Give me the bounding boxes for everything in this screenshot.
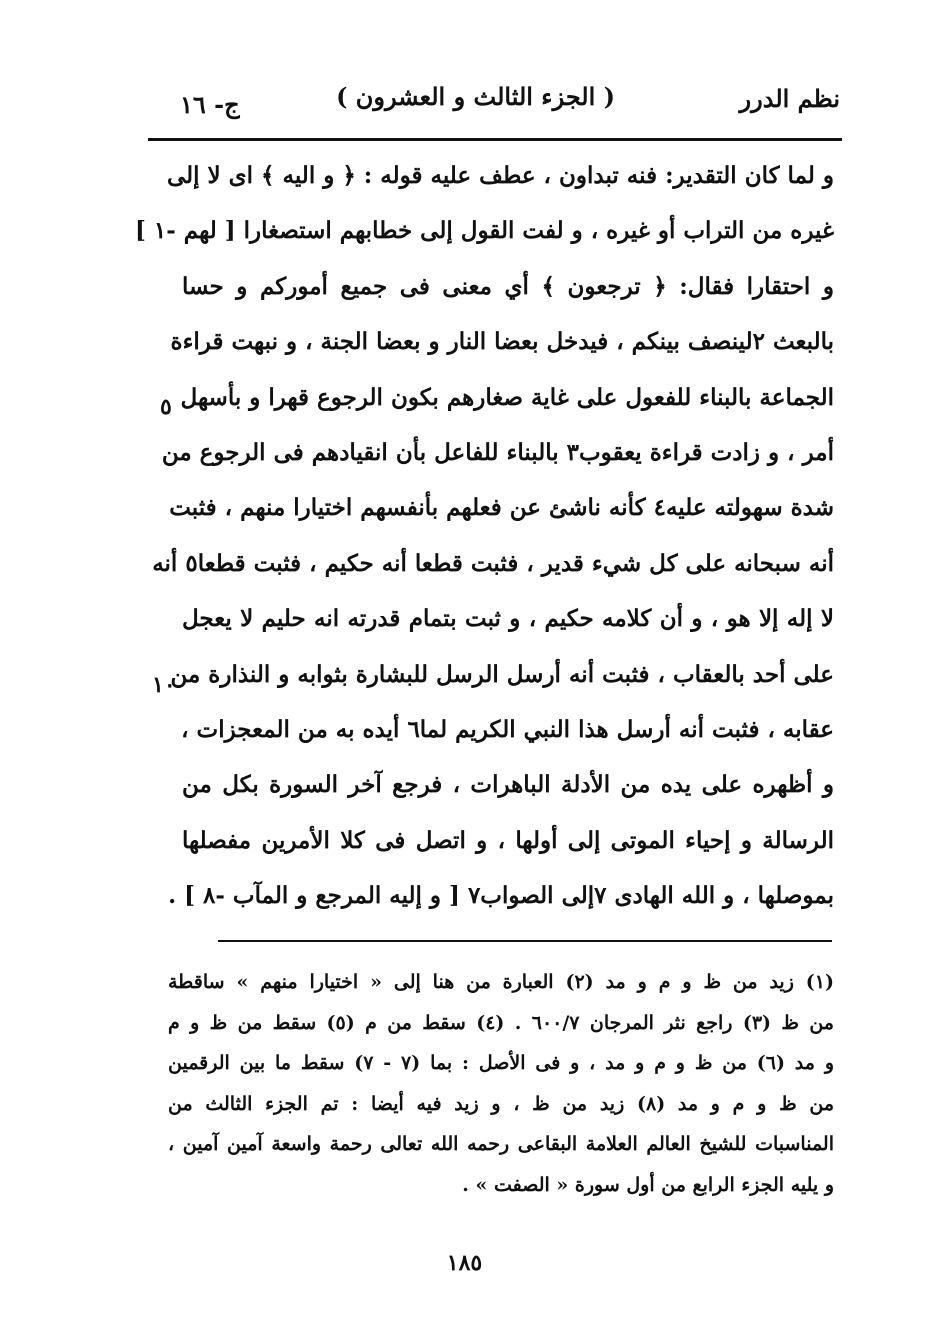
text-line: عقابه ، فثبت أنه أرسل هذا النبي الكريم لما٦ أيده به من المعجزات ، [181, 715, 834, 743]
text-line: غيره من التراب أو غيره ، و لفت القول إلى خطابهم استصغارا [ لهم -١ ] [134, 217, 834, 245]
text-line: و أظهره على يده من الأدلة الباهرات ، فرجع آخر السورة بكل من [182, 771, 834, 799]
footnote-line: (١) زيد من ظ و م و مد (٢) العبارة من هنا إلى « اختيارا منهم » ساقطة [168, 971, 835, 993]
text-line: شدة سهولته عليه٤ كأنه ناشئ عن فعلهم بأنفسهم اختيارا منهم ، فثبت [169, 494, 834, 522]
text-line: الجماعة بالبناء للفعول على غاية صغارهم بكون الرجوع قهرا و بأسهل [180, 383, 834, 411]
footnotes [168, 962, 834, 1205]
text-line: بالبعث ٢لينصف بينكم ، فيدخل بعضا النار و بعضا الجنة ، و نبهت قراءة [170, 328, 834, 356]
footnote-line: من ظ و م و مد (٨) زيد من ظ ، و زيد فيه أيضا : تم الجزء الثالث من [168, 1092, 834, 1115]
text-line: الرسالة و إحياء الموتى إلى أولها ، و اتصل فى كلا الأمرين مفصلها [182, 826, 834, 854]
line-number-5: ٥ [160, 394, 172, 420]
page-reference: ج- ١٦ [180, 90, 240, 119]
text-line: بموصلها ، و الله الهادى ٧إلى الصواب٧ [ و إليه المرجع و المآب -٨ ] . [168, 882, 834, 910]
book-title: نظم الدرر [739, 84, 840, 113]
text-line: على أحد بالعقاب ، فثبت أنه أرسل الرسل للبشارة بثوابه و النذارة من [170, 660, 834, 688]
page-number: ١٨٥ [446, 1250, 483, 1276]
running-header [150, 70, 840, 130]
text-line: و احتقارا فقال: ﴿ ترجعون ﴾ أي معنى فى جميع أموركم و حسا [182, 272, 834, 300]
footnote-separator [218, 940, 832, 942]
footnote-line: و مد (٦) من ظ و م و مد ، و فى الأصل : بما (٧ - ٧) سقط ما بين الرقمين [168, 1052, 834, 1074]
part-title: ( الجزء الثالث و العشرون ) [336, 82, 615, 111]
text-line: لا إله إلا هو ، و أن كلامه حكيم ، و ثبت بتمام قدرته انه حليم لا يعجل [182, 605, 834, 633]
line-number-10: ١٠ [152, 672, 176, 698]
footnote-line: من ظ (٣) راجع نثر المرجان ٦٠٠/٧ . (٤) سقط من م (٥) سقط من ظ و م [168, 1011, 834, 1034]
text-line: أنه سبحانه على كل شيء قدير ، فثبت قطعا أنه حكيم ، فثبت قطعا٥ أنه [152, 549, 834, 577]
text-line: أمر ، و زادت قراءة يعقوب٣ بالبناء للفاعل بأن انقيادهم فى الرجوع من [161, 438, 834, 466]
footnote-line: المناسبات للشيخ العالم العلامة البقاعى رحمه الله تعالى رحمة واسعة آمين آمين ، [168, 1133, 834, 1155]
text-line: و لما كان التقدير: فنه تبداون ، عطف عليه قوله : ﴿ و اليه ﴾ اى لا إلى [166, 162, 834, 189]
header-rule [148, 138, 842, 141]
footnote-line: و يليه الجزء الرابع من أول سورة « الصفت » . [462, 1173, 834, 1196]
